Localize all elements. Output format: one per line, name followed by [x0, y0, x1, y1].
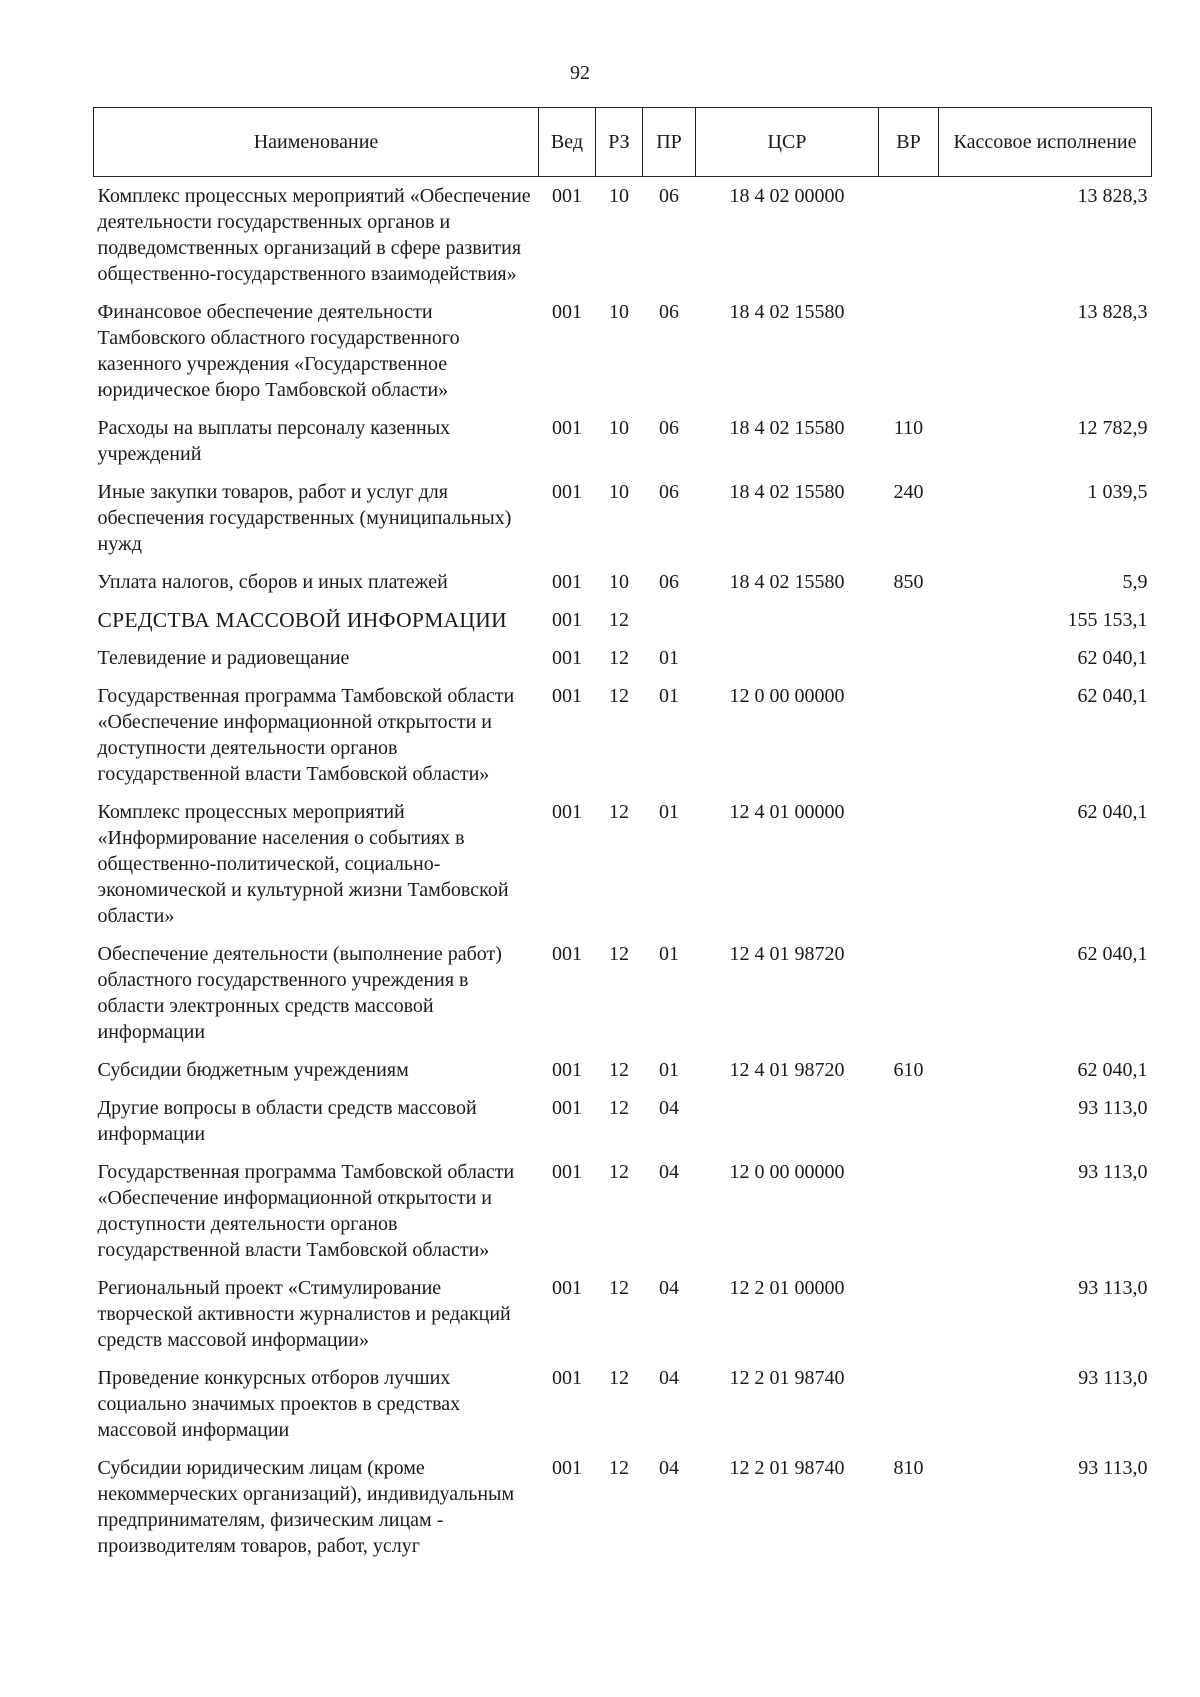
row-csr: [696, 601, 879, 639]
row-pr: 04: [659, 1457, 679, 1479]
row-ved: 001: [552, 1367, 582, 1389]
row-csr: 18 4 02 00000: [729, 185, 845, 207]
row-csr: 12 2 01 98740: [729, 1367, 845, 1389]
row-amount: 93 113,0: [1078, 1277, 1148, 1299]
header-rz: РЗ: [596, 108, 643, 177]
row-amount: 93 113,0: [1078, 1097, 1148, 1119]
row-vr: 850: [893, 571, 924, 593]
row-rz: 10: [609, 571, 629, 593]
page-number: 92: [570, 62, 590, 84]
row-rz: 12: [609, 1277, 629, 1299]
row-amount: 93 113,0: [1078, 1367, 1148, 1389]
table-row: [94, 563, 1152, 601]
row-csr: 12 2 01 98740: [729, 1457, 845, 1479]
table-row: [94, 293, 1152, 409]
row-rz: 10: [609, 481, 629, 503]
row-csr: 12 4 01 98720: [729, 1059, 845, 1081]
row-name: Обеспечение деятельности (выполнение работ) областного государственного учреждения в области электронных средств массовой информации: [97, 943, 502, 1043]
row-ved: 001: [552, 685, 582, 707]
row-name: Расходы на выплаты персоналу казенных учреждений: [97, 417, 451, 465]
row-vr: 240: [893, 481, 924, 503]
row-pr: 04: [659, 1097, 679, 1119]
table-row: [94, 1051, 1152, 1089]
row-vr: [879, 1359, 939, 1449]
header-csr: ЦСР: [696, 108, 879, 177]
row-csr: 12 4 01 98720: [729, 943, 845, 965]
table-row: [94, 935, 1152, 1051]
table-row: [94, 639, 1152, 677]
row-rz: 12: [609, 1161, 629, 1183]
row-vr: [879, 639, 939, 677]
table-row: [94, 473, 1152, 563]
row-amount: 62 040,1: [1077, 647, 1148, 669]
row-pr: 06: [659, 185, 679, 207]
row-amount: 155 153,1: [1067, 609, 1148, 631]
row-csr: [696, 639, 879, 677]
row-ved: 001: [552, 301, 582, 323]
row-ved: 001: [552, 571, 582, 593]
row-pr: 06: [659, 571, 679, 593]
table-row: [94, 1359, 1152, 1449]
row-pr: 04: [659, 1367, 679, 1389]
row-csr: 18 4 02 15580: [729, 481, 845, 503]
row-name: Другие вопросы в области средств массовой информации: [97, 1097, 477, 1145]
row-amount: 13 828,3: [1077, 185, 1148, 207]
row-name: Комплекс процессных мероприятий «Обеспечение деятельности государственных органов и подведомственных организаций в сфере развития общественно-государственного взаимодействия»: [97, 185, 531, 285]
row-vr: 110: [893, 417, 924, 439]
row-name: Проведение конкурсных отборов лучших социально значимых проектов в средствах массовой информации: [97, 1367, 461, 1441]
table-row: [94, 1089, 1152, 1153]
row-vr: [879, 293, 939, 409]
row-pr: 04: [659, 1161, 679, 1183]
row-pr: 06: [659, 481, 679, 503]
table-row: [94, 1269, 1152, 1359]
table-row: [94, 177, 1152, 294]
row-pr: 01: [659, 1059, 679, 1081]
row-vr: 810: [893, 1457, 924, 1479]
row-ved: 001: [552, 1059, 582, 1081]
row-rz: 12: [609, 1059, 629, 1081]
row-csr: 12 0 00 00000: [729, 1161, 845, 1183]
row-name: Финансовое обеспечение деятельности Тамбовского областного государственного казенного учреждения «Государственное юридическое бюро Тамбовской области»: [97, 301, 460, 401]
row-amount: 13 828,3: [1077, 301, 1148, 323]
row-vr: [879, 177, 939, 294]
row-name: СРЕДСТВА МАССОВОЙ ИНФОРМАЦИИ: [97, 608, 507, 632]
budget-table: [93, 107, 1152, 1565]
row-amount: 62 040,1: [1077, 801, 1148, 823]
row-amount: 1 039,5: [1087, 481, 1148, 503]
row-name: Комплекс процессных мероприятий «Информирование населения о событиях в общественно-политической, социально-экономической и культурной жизни Тамбовской области»: [97, 801, 509, 927]
row-name: Государственная программа Тамбовской области «Обеспечение информационной открытости и доступности деятельности органов государственной власти Тамбовской области»: [97, 1161, 515, 1261]
row-csr: 18 4 02 15580: [729, 417, 845, 439]
table-row: [94, 793, 1152, 935]
table-header-row: [94, 108, 1152, 177]
row-rz: 12: [609, 1457, 629, 1479]
row-vr: [879, 601, 939, 639]
table-row: [94, 677, 1152, 793]
row-rz: 10: [609, 185, 629, 207]
header-vr: ВР: [879, 108, 939, 177]
row-amount: 62 040,1: [1077, 685, 1148, 707]
row-name: Иные закупки товаров, работ и услуг для обеспечения государственных (муниципальных) нужд: [97, 481, 512, 555]
row-rz: 10: [609, 417, 629, 439]
row-ved: 001: [552, 801, 582, 823]
row-vr: [879, 1153, 939, 1269]
row-rz: 12: [609, 1367, 629, 1389]
row-pr: 04: [659, 1277, 679, 1299]
header-amount: Кассовое исполнение: [939, 108, 1152, 177]
row-vr: [879, 935, 939, 1051]
row-ved: 001: [552, 647, 582, 669]
row-ved: 001: [552, 609, 582, 631]
row-rz: 12: [609, 647, 629, 669]
header-ved: Вед: [539, 108, 596, 177]
table-row: [94, 1449, 1152, 1565]
row-rz: 12: [609, 685, 629, 707]
row-csr: 18 4 02 15580: [729, 571, 845, 593]
row-csr: [696, 1089, 879, 1153]
row-csr: 12 0 00 00000: [729, 685, 845, 707]
row-ved: 001: [552, 1161, 582, 1183]
row-pr: 06: [659, 417, 679, 439]
row-ved: 001: [552, 1097, 582, 1119]
row-name: Уплата налогов, сборов и иных платежей: [97, 571, 448, 593]
table-row: [94, 601, 1152, 639]
row-pr: 01: [659, 943, 679, 965]
row-amount: 5,9: [1122, 571, 1148, 593]
row-csr: 12 4 01 00000: [729, 801, 845, 823]
row-rz: 10: [609, 301, 629, 323]
row-vr: [879, 677, 939, 793]
row-pr: 06: [659, 301, 679, 323]
row-name: Субсидии бюджетным учреждениям: [97, 1059, 409, 1081]
row-vr: [879, 1089, 939, 1153]
row-name: Региональный проект «Стимулирование творческой активности журналистов и редакций средств массовой информации»: [97, 1277, 511, 1351]
row-name: Государственная программа Тамбовской области «Обеспечение информационной открытости и доступности деятельности органов государственной власти Тамбовской области»: [97, 685, 515, 785]
row-rz: 12: [609, 609, 629, 631]
header-name: Наименование: [94, 108, 539, 177]
row-pr: 01: [659, 685, 679, 707]
header-pr: ПР: [643, 108, 696, 177]
row-ved: 001: [552, 481, 582, 503]
row-ved: 001: [552, 1277, 582, 1299]
row-amount: 93 113,0: [1078, 1161, 1148, 1183]
row-ved: 001: [552, 1457, 582, 1479]
row-pr: 01: [659, 647, 679, 669]
row-vr: [879, 1269, 939, 1359]
row-ved: 001: [552, 417, 582, 439]
row-rz: 12: [609, 801, 629, 823]
row-vr: 610: [893, 1059, 924, 1081]
row-rz: 12: [609, 1097, 629, 1119]
row-csr: 12 2 01 00000: [729, 1277, 845, 1299]
row-rz: 12: [609, 943, 629, 965]
row-ved: 001: [552, 943, 582, 965]
table-row: [94, 409, 1152, 473]
row-name: Телевидение и радиовещание: [97, 647, 350, 669]
table-row: [94, 1153, 1152, 1269]
row-amount: 12 782,9: [1077, 417, 1148, 439]
row-name: Субсидии юридическим лицам (кроме некоммерческих организаций), индивидуальным предпринимателям, физическим лицам - производителям товаров, работ, услуг: [97, 1457, 515, 1557]
row-pr: 01: [659, 801, 679, 823]
row-amount: 62 040,1: [1077, 943, 1148, 965]
row-ved: 001: [552, 185, 582, 207]
row-csr: 18 4 02 15580: [729, 301, 845, 323]
row-amount: 62 040,1: [1077, 1059, 1148, 1081]
row-vr: [879, 793, 939, 935]
row-amount: 93 113,0: [1078, 1457, 1148, 1479]
row-pr: [643, 601, 696, 639]
